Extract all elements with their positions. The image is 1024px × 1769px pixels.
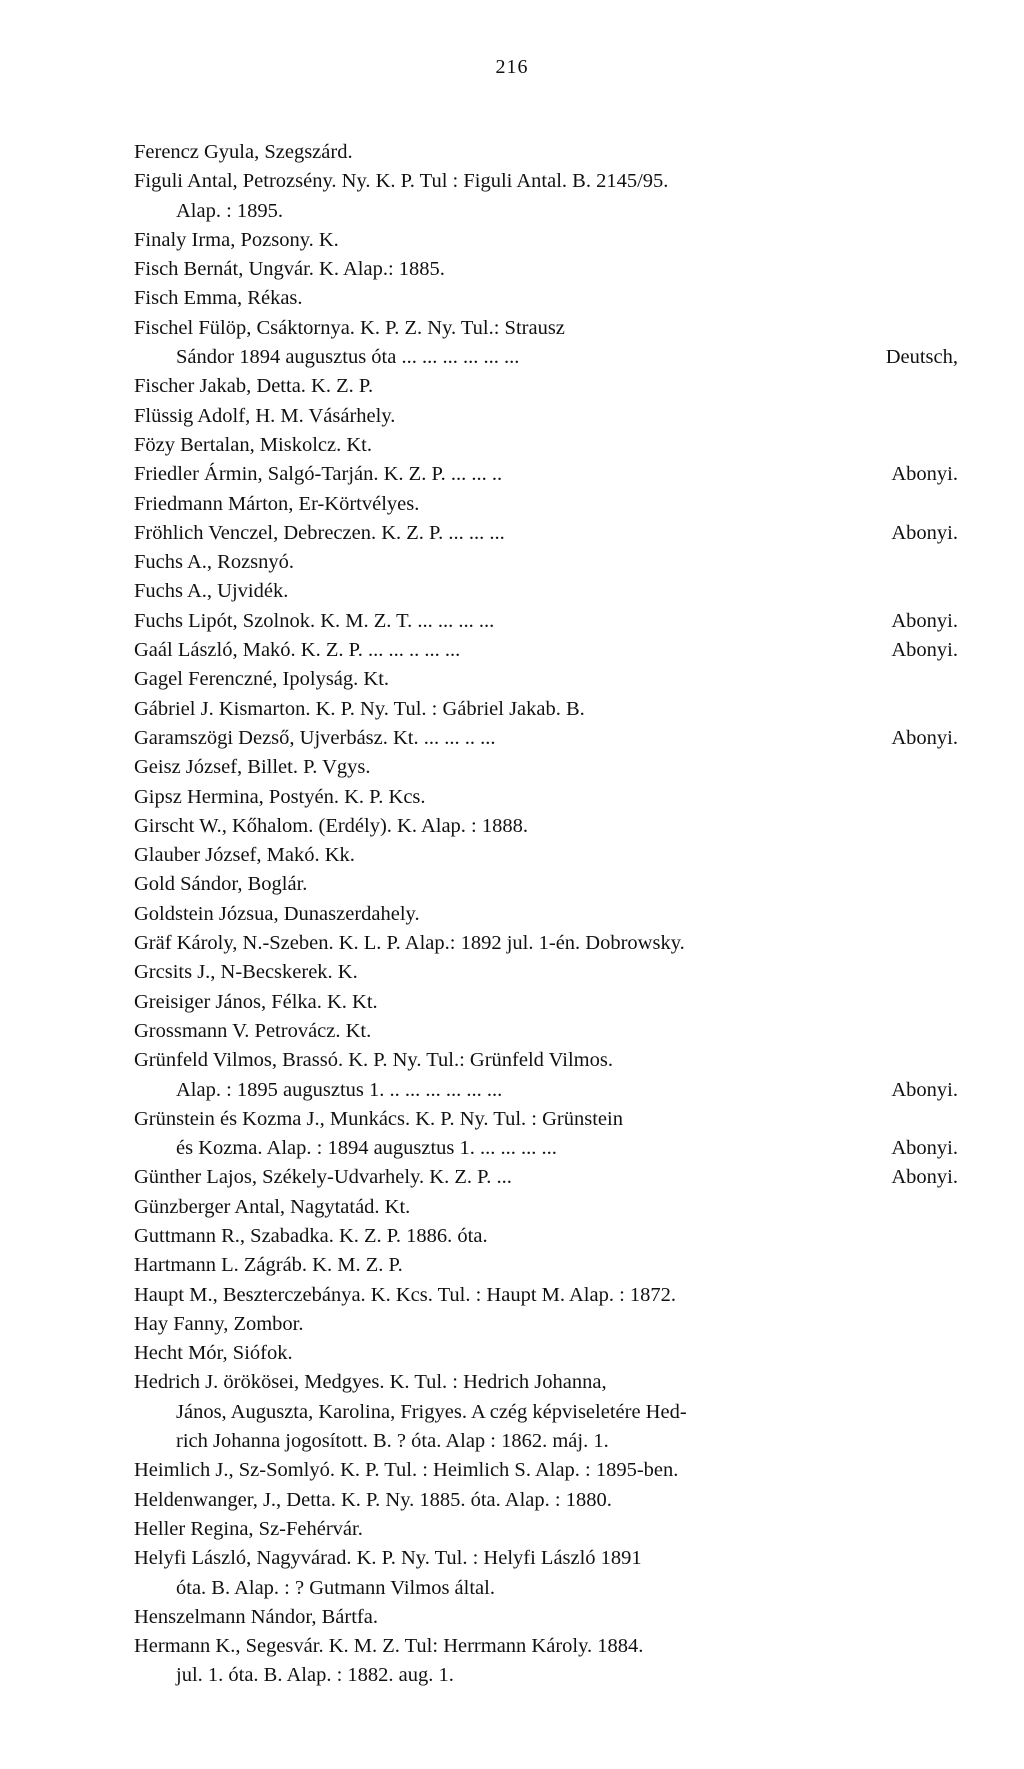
entry-text: rich Johanna jogosított. B. ? óta. Alap : 1862. máj. 1. — [176, 1430, 609, 1453]
entry-right-text: Abonyi. — [891, 726, 958, 749]
entry-text: Girscht W., Kőhalom. (Erdély). K. Alap. : 1888. — [134, 814, 529, 837]
entry-text: Glauber József, Makó. Kk. — [134, 844, 355, 867]
entry-line — [134, 1515, 964, 1544]
entry-line — [134, 490, 964, 519]
entry-right-text: Abonyi. — [891, 521, 958, 544]
entry-line — [134, 1603, 964, 1632]
entry-text: Greisiger János, Félka. K. Kt. — [134, 990, 378, 1013]
entry-text: Grcsits J., N-Becskerek. K. — [134, 961, 358, 984]
entry-line — [134, 724, 964, 753]
entry-text: Günzberger Antal, Nagytatád. Kt. — [134, 1195, 411, 1218]
entry-text: Gold Sándor, Boglár. — [134, 873, 308, 896]
entry-line — [134, 1134, 964, 1163]
entry-line — [134, 372, 964, 401]
entry-right-text: Abonyi. — [891, 609, 958, 632]
entry-text: Friedler Ármin, Salgó-Tarján. K. Z. P. ... ... .. — [134, 463, 503, 486]
entry-text: Günther Lajos, Székely-Udvarhely. K. Z. P. ... — [134, 1166, 512, 1189]
entry-line — [134, 665, 964, 694]
entry-line — [134, 431, 964, 460]
entry-text: Alap. : 1895. — [176, 199, 284, 222]
page-number: 216 — [495, 56, 529, 78]
entry-line — [134, 255, 964, 284]
entry-line — [134, 783, 964, 812]
entry-line — [134, 958, 964, 987]
entry-text: Guttmann R., Szabadka. K. Z. P. 1886. óta. — [134, 1224, 488, 1247]
entry-line — [134, 1076, 964, 1105]
entry-line — [134, 1486, 964, 1515]
entry-text: Heimlich J., Sz-Somlyó. K. P. Tul. : Heimlich S. Alap. : 1895-ben. — [134, 1459, 679, 1482]
entry-text: Sándor 1894 augusztus óta ... ... ... ... ... ... — [176, 346, 520, 369]
entry-right-text: Abonyi. — [891, 1137, 958, 1160]
entry-text: Fisch Emma, Rékas. — [134, 287, 303, 310]
entry-right-text: Abonyi. — [891, 639, 958, 662]
entry-text: Fisch Bernát, Ungvár. K. Alap.: 1885. — [134, 258, 445, 281]
directory-entries — [134, 138, 964, 1691]
entry-line — [134, 167, 964, 196]
entry-text: Helyfi László, Nagyvárad. K. P. Ny. Tul. : Helyfi László 1891 — [134, 1547, 642, 1570]
entry-text: jul. 1. óta. B. Alap. : 1882. aug. 1. — [176, 1664, 454, 1687]
entry-line — [134, 138, 964, 167]
entry-line — [134, 197, 964, 226]
entry-text: Figuli Antal, Petrozsény. Ny. K. P. Tul : Figuli Antal. B. 2145/95. — [134, 170, 669, 193]
entry-text: Hecht Mór, Siófok. — [134, 1342, 293, 1365]
entry-text: Fözy Bertalan, Miskolcz. Kt. — [134, 433, 372, 456]
entry-line — [134, 1281, 964, 1310]
entry-line — [134, 636, 964, 665]
entry-line — [134, 929, 964, 958]
entry-line — [134, 460, 964, 489]
entry-text: Fröhlich Venczel, Debreczen. K. Z. P. ... ... ... — [134, 521, 505, 544]
entry-line — [134, 548, 964, 577]
entry-line — [134, 1661, 964, 1690]
entry-line — [134, 695, 964, 724]
entry-text: Gaál László, Makó. K. Z. P. ... ... .. ... ... — [134, 639, 461, 662]
entry-text: Ferencz Gyula, Szegszárd. — [134, 141, 353, 163]
entry-line — [134, 226, 964, 255]
entry-line — [134, 1544, 964, 1573]
entry-line — [134, 284, 964, 313]
entry-text: Flüssig Adolf, H. M. Vásárhely. — [134, 404, 396, 427]
entry-text: Gagel Ferenczné, Ipolyság. Kt. — [134, 668, 390, 691]
entry-text: Gräf Károly, N.-Szeben. K. L. P. Alap.: 1892 jul. 1-én. Dobrowsky. — [134, 932, 685, 955]
entry-line — [134, 607, 964, 636]
entry-text: Heldenwanger, J., Detta. K. P. Ny. 1885. óta. Alap. : 1880. — [134, 1488, 612, 1511]
entry-line — [134, 1193, 964, 1222]
entry-line — [134, 519, 964, 548]
entry-text: óta. B. Alap. : ? Gutmann Vilmos által. — [176, 1576, 495, 1599]
entry-line — [134, 988, 964, 1017]
entry-text: Grünfeld Vilmos, Brassó. K. P. Ny. Tul.: Grünfeld Vilmos. — [134, 1049, 613, 1072]
entry-text: Geisz József, Billet. P. Vgys. — [134, 756, 371, 779]
entry-text: Garamszögi Dezső, Ujverbász. Kt. ... ... .. ... — [134, 726, 496, 749]
entry-right-text: Abonyi. — [891, 463, 958, 486]
entry-text: és Kozma. Alap. : 1894 augusztus 1. ... ... ... ... — [176, 1137, 557, 1160]
entry-text: Alap. : 1895 augusztus 1. .. ... ... ... ... ... — [176, 1078, 503, 1101]
entry-line — [134, 1574, 964, 1603]
entry-line — [134, 577, 964, 606]
entry-text: Fuchs Lipót, Szolnok. K. M. Z. T. ... ... ... ... — [134, 609, 495, 632]
entry-line — [134, 1046, 964, 1075]
entry-line — [134, 1251, 964, 1280]
entry-text: Finaly Irma, Pozsony. K. — [134, 228, 339, 251]
entry-line — [134, 1368, 964, 1397]
entry-text: Fischel Fülöp, Csáktornya. K. P. Z. Ny. Tul.: Strausz — [134, 316, 565, 339]
entry-line — [134, 1222, 964, 1251]
entry-line — [134, 1398, 964, 1427]
entry-text: Hedrich J. örökösei, Medgyes. K. Tul. : Hedrich Johanna, — [134, 1371, 607, 1394]
entry-line — [134, 1017, 964, 1046]
entry-text: Friedmann Márton, Er-Körtvélyes. — [134, 492, 420, 515]
entry-right-text: Deutsch, — [885, 346, 958, 369]
entry-line — [134, 1456, 964, 1485]
entry-text: Gábriel J. Kismarton. K. P. Ny. Tul. : Gábriel Jakab. B. — [134, 697, 585, 720]
entry-line — [134, 1310, 964, 1339]
entry-line — [134, 900, 964, 929]
entry-text: Fuchs A., Ujvidék. — [134, 580, 289, 603]
entry-text: Haupt M., Beszterczebánya. K. Kcs. Tul. : Haupt M. Alap. : 1872. — [134, 1283, 677, 1306]
entry-text: Fischer Jakab, Detta. K. Z. P. — [134, 375, 374, 398]
entry-text: Heller Regina, Sz-Fehérvár. — [134, 1517, 363, 1540]
entry-text: János, Auguszta, Karolina, Frigyes. A czég képviseletére Hed- — [176, 1400, 687, 1423]
entry-line — [134, 314, 964, 343]
entry-line — [134, 402, 964, 431]
entry-line — [134, 1339, 964, 1368]
entry-line — [134, 1427, 964, 1456]
entry-line — [134, 812, 964, 841]
entry-text: Grünstein és Kozma J., Munkács. K. P. Ny. Tul. : Grünstein — [134, 1107, 623, 1130]
entry-text: Goldstein Józsua, Dunaszerdahely. — [134, 902, 420, 925]
entry-line — [134, 1163, 964, 1192]
entry-line — [134, 841, 964, 870]
entry-text: Fuchs A., Rozsnyó. — [134, 551, 295, 574]
entry-line — [134, 870, 964, 899]
entry-text: Hartmann L. Zágráb. K. M. Z. P. — [134, 1254, 403, 1277]
entry-line — [134, 343, 964, 372]
entry-text: Hermann K., Segesvár. K. M. Z. Tul: Herrmann Károly. 1884. — [134, 1635, 644, 1658]
entry-text: Hay Fanny, Zombor. — [134, 1312, 304, 1335]
entry-right-text: Abonyi. — [891, 1166, 958, 1189]
entry-text: Gipsz Hermina, Postyén. K. P. Kcs. — [134, 785, 426, 808]
entry-line — [134, 1632, 964, 1661]
entry-right-text: Abonyi. — [891, 1078, 958, 1101]
entry-line — [134, 753, 964, 782]
entry-text: Grossmann V. Petrovácz. Kt. — [134, 1019, 372, 1042]
entry-text: Henszelmann Nándor, Bártfa. — [134, 1605, 378, 1628]
entry-line — [134, 1105, 964, 1134]
